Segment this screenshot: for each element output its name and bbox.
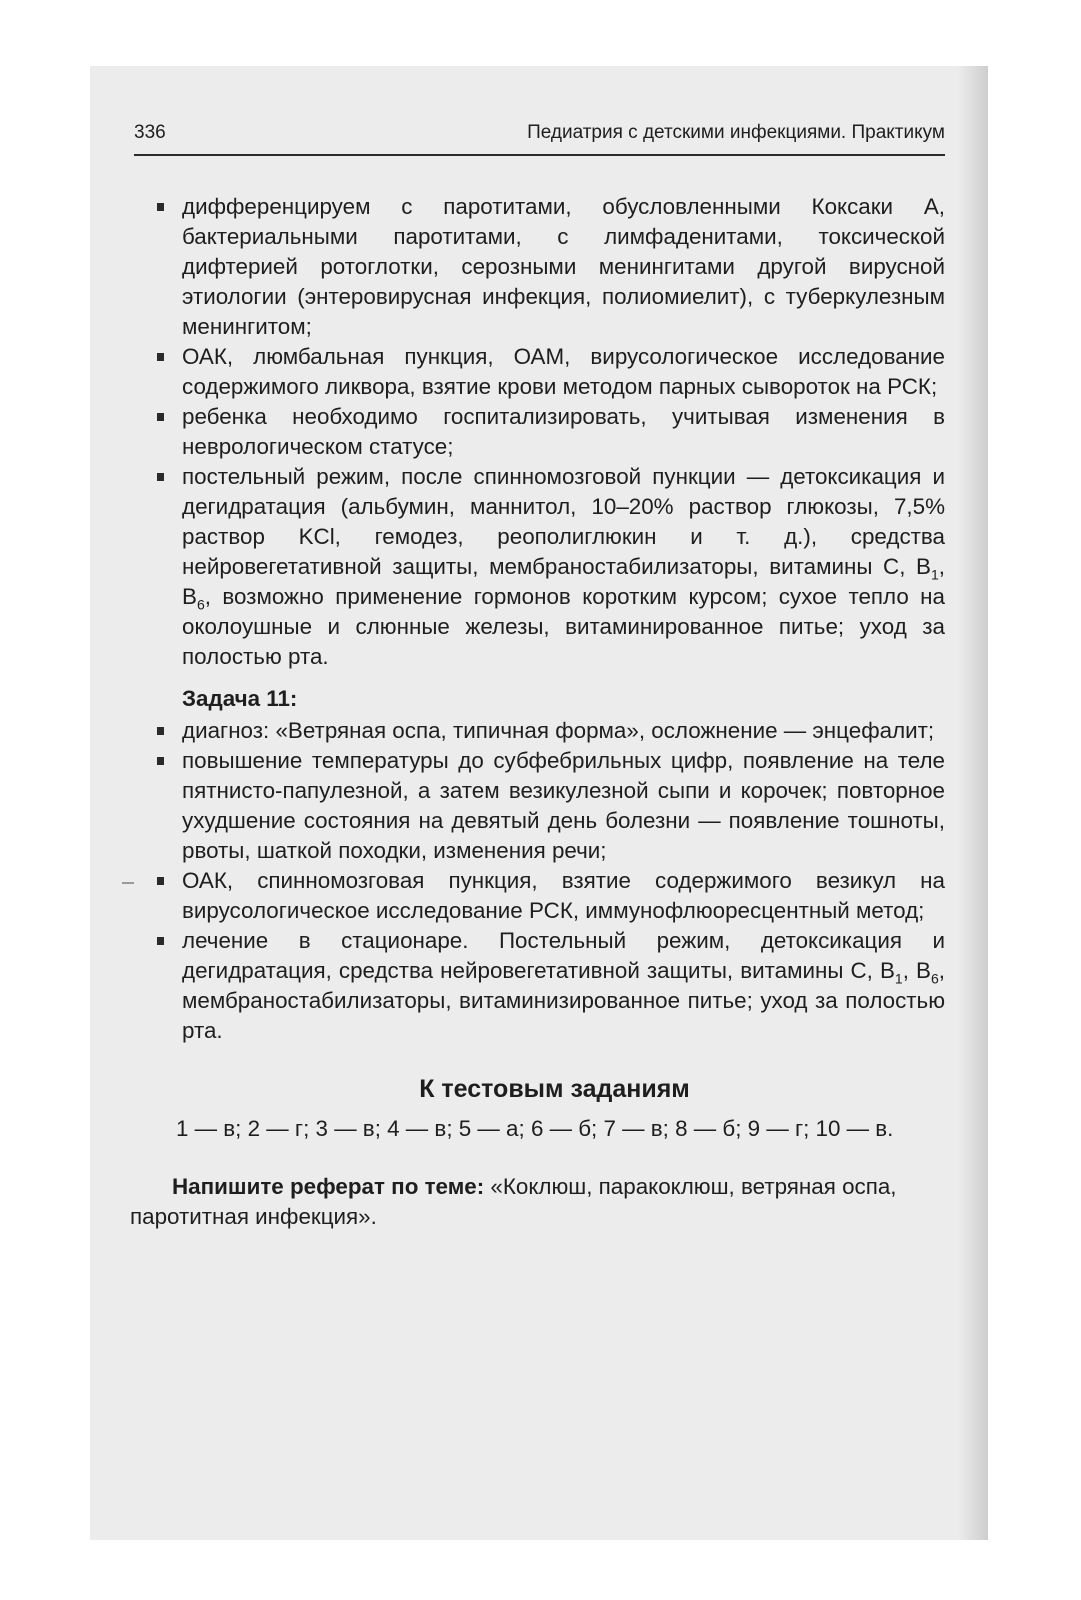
item-text: постельный режим, после спинномозговой пункции — детоксикация и дегидратация (альбумин, маннитол, 10–20% раствор глюкозы, 7,5% раствор KCl, гемодез, реополиглюкин и т. д.), средства нейровегетативной защиты, мембраностабилизаторы, витамины С, В [182,464,945,579]
subscript: 1 [930,566,939,583]
list-item: ОАК, люмбальная пункция, ОАМ, вирусологическое исследование содержимого ликвора, взятие крови методом парных сывороток на РСК; [134,342,945,402]
list-item [134,462,945,672]
task-title: Задача 11: [182,686,298,711]
running-title: Педиатрия с детскими инфекциями. Практикум [527,122,945,143]
item-text: , В [902,958,931,983]
page-number: 336 [134,122,166,143]
test-answers: 1 — в; 2 — г; 3 — в; 4 — в; 5 — а; 6 — б; 7 — в; 8 — б; 9 — г; 10 — в. [176,1116,894,1141]
list-item: повышение температуры до субфебрильных цифр, появление на теле пятнисто-папулезной, а затем везикулезной сыпи и корочек; повторное ухудшение состояния на девятый день болезни — появление тошноты, рвоты, шаткой походки, изменения речи; [134,746,945,866]
page-header [134,118,945,148]
page-edge-shadow [958,66,988,1540]
list-item: диагноз: «Ветряная оспа, типичная форма», осложнение — энцефалит; [134,716,945,746]
section-heading: К тестовым заданиям [419,1075,690,1103]
answer-list-task-10 [134,192,945,672]
item-text: , мембраностабилизаторы, витаминизированное питье; уход за полостью рта. [182,958,945,1043]
item-text: , В [182,554,945,609]
subscript: 6 [196,596,205,613]
list-item: ребенка необходимо госпитализировать, учитывая изменения в неврологическом статусе; [134,402,945,462]
essay-assignment [130,1172,945,1232]
page-content [130,192,945,1232]
subscript: 1 [894,970,903,987]
list-item [134,926,945,1046]
list-item: дифференцируем с паротитами, обусловленными Коксаки А, бактериальными паротитами, с лимфаденитами, токсической дифтерией ротоглотки, серозными менингитами другой вирусной этиологии (энтеровирусная инфекция, полиомиелит), с туберкулезным менингитом; [134,192,945,342]
header-rule [134,154,945,156]
item-text: , возможно применение гормонов коротким курсом; сухое тепло на околоушные и слюнные железы, витаминированное питье; уход за полостью рта. [182,584,945,669]
list-item: ОАК, спинномозговая пункция, взятие содержимого везикул на вирусологическое исследование РСК, иммунофлюоресцентный метод; [134,866,945,926]
answer-list-task-11 [134,716,945,1046]
essay-topic: «Коклюш, паракоклюш, ветряная оспа, паротитная инфекция». [130,1174,897,1229]
item-text: лечение в стационаре. Постельный режим, детоксикация и дегидратация, средства нейровегетативной защиты, витамины С, В [182,928,945,983]
scan-artifact [122,882,134,884]
essay-lead: Напишите реферат по теме: [172,1174,485,1199]
subscript: 6 [930,970,939,987]
